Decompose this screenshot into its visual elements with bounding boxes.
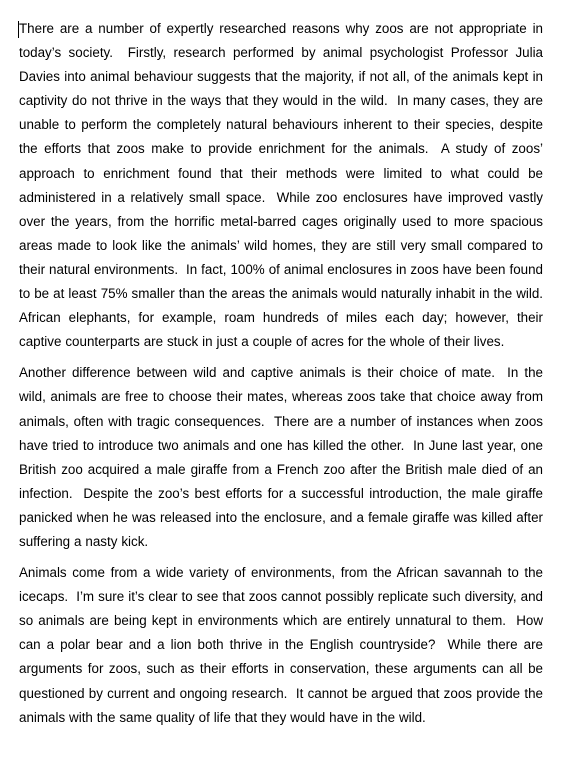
document-body[interactable] bbox=[19, 17, 551, 737]
paragraph-1: There are a number of expertly researched reasons why zoos are not appropriate in today’s society. Firstly, research performed by animal psychologist Professor Julia Davies into animal behaviour suggests that the majority, if not all, of the animals kept in captivity do not thrive in the ways that they would in the wild. In many cases, they are unable to perform the completely natural behaviours inherent to their species, despite the efforts that zoos make to provide enrichment for the animals. A study of zoos’ approach to enrichment found that their methods were limited to what could be administered in a relatively small space. While zoo enclosures have improved vastly over the years, from the horrific metal-barred cages originally used to more spacious areas made to look like the animals’ wild homes, they are still very small compared to their natural environments. In fact, 100% of animal enclosures in zoos have been found to be at least 75% smaller than the areas the animals would naturally inhabit in the wild. African elephants, for example, roam hundreds of miles each day; however, their captive counterparts are stuck in just a couple of acres for the whole of their lives. bbox=[19, 21, 551, 350]
paragraph-3: Animals come from a wide variety of environments, from the African savannah to the icecaps. I’m sure it’s clear to see that zoos cannot possibly replicate such diversity, and so animals are being kept in environments which are entirely unnatural to them. How can a polar bear and a lion both thrive in the English countryside? While there are arguments for zoos, such as their efforts in conservation, these arguments can all be questioned by current and ongoing research. It cannot be argued that zoos provide the animals with the same quality of life that they would have in the wild. bbox=[19, 565, 547, 725]
text-cursor bbox=[18, 21, 19, 38]
paragraph-2: Another difference between wild and captive animals is their choice of mate. In the wild, animals are free to choose their mates, whereas zoos take that choice away from animals, often with tragic consequences. There are a number of instances when zoos have tried to introduce two animals and one has killed the other. In June last year, one British zoo acquired a male giraffe from a French zoo after the British male died of an infection. Despite the zoo’s best efforts for a successful introduction, the male giraffe panicked when he was released into the enclosure, and a female giraffe was killed after suffering a nasty kick. bbox=[19, 365, 547, 549]
